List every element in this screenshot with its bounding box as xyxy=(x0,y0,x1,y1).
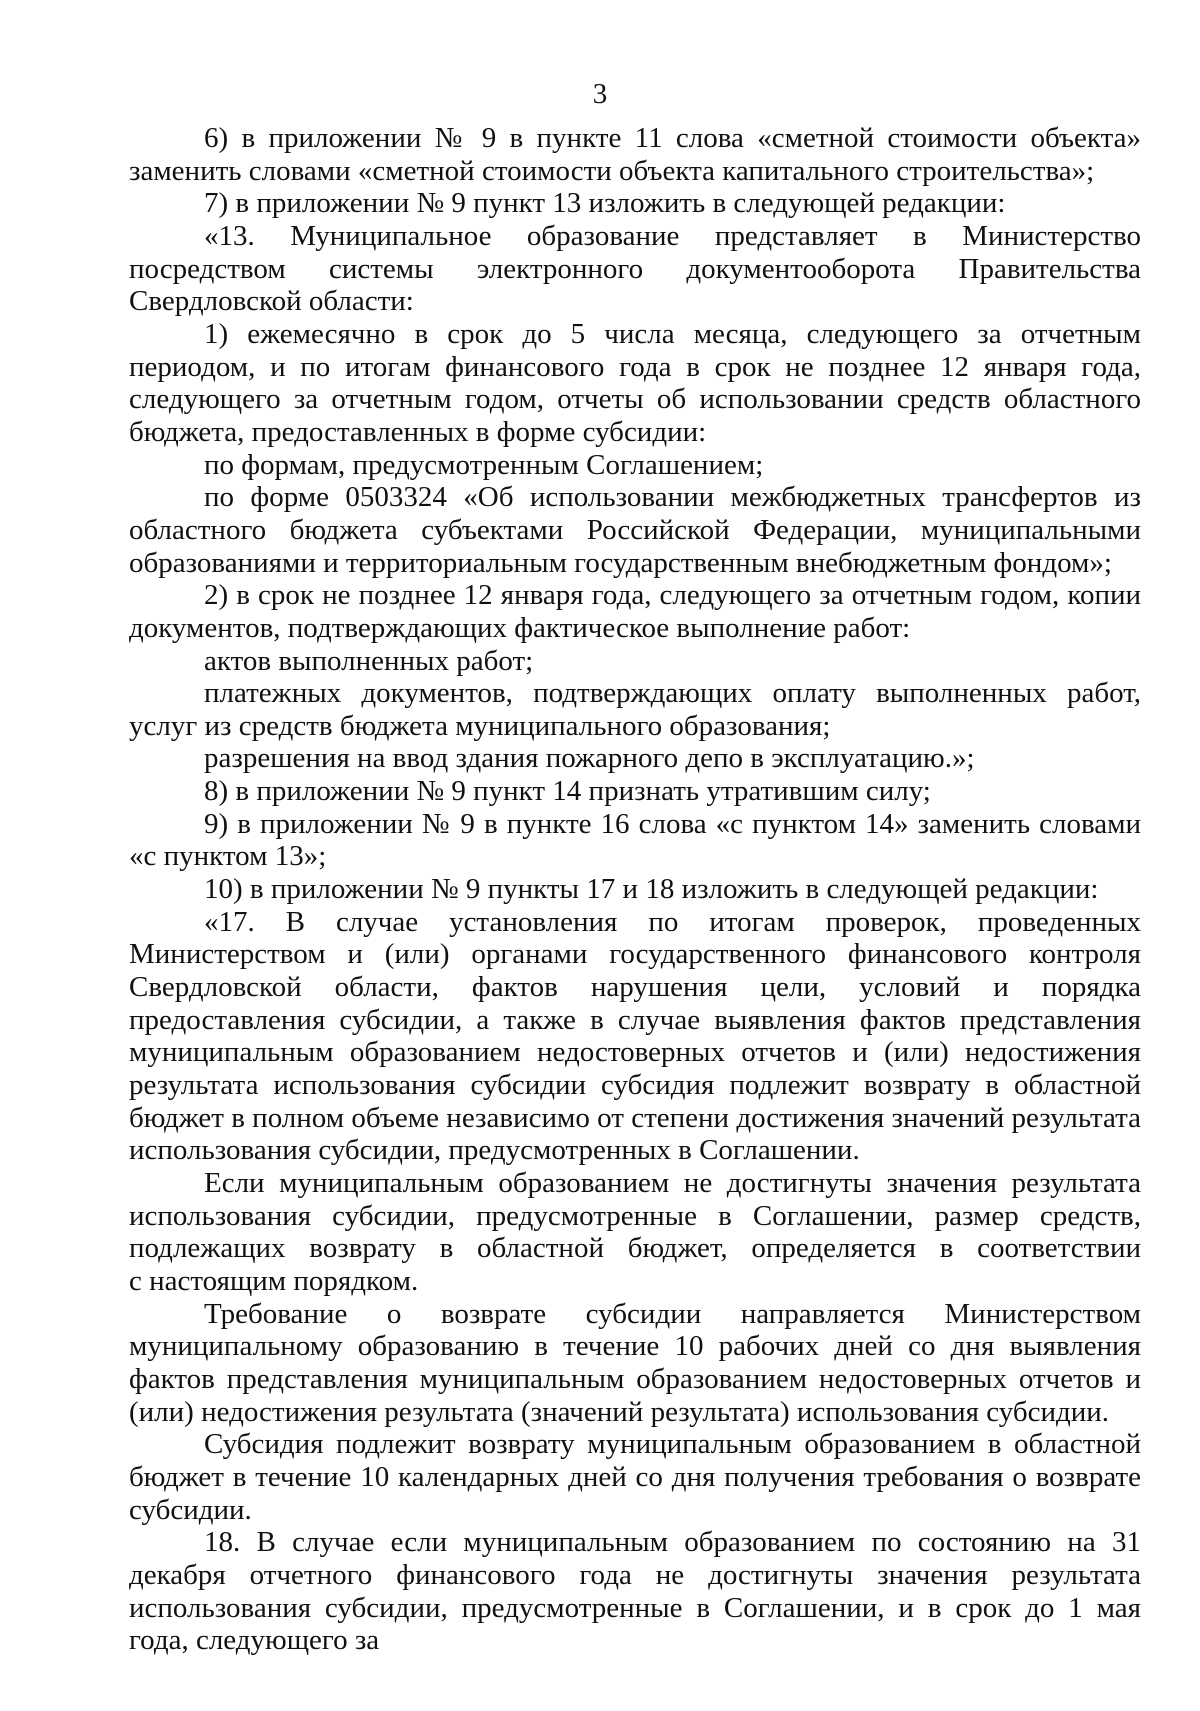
paragraph-13-intro: «13. Муниципальное образование представляет в Министерство посредством системы электронного документооборота Правительства Свердловской области: xyxy=(129,219,1141,318)
paragraph-acts: актов выполненных работ; xyxy=(204,644,534,677)
paragraph-13-item-1: 1) ежемесячно в срок до 5 числа месяца, следующего за отчетным периодом, и по итогам финансового года в срок не позднее 12 января года, следующего за отчетным годом, отчеты об использовании средств областного бюджета, предоставленных в форме субсидии: xyxy=(129,317,1141,448)
paragraph-payment-docs: платежных документов, подтверждающих оплату выполненных работ, услуг из средств бюджета муниципального образования; xyxy=(129,677,1141,742)
paragraph-forms-agreement: по формам, предусмотренным Соглашением; xyxy=(204,448,764,481)
document-body xyxy=(129,122,1141,1657)
paragraph-17-demand: Требование о возврате субсидии направляется Министерством муниципальному образованию в течение 10 рабочих дней со дня выявления фактов представления муниципальным образованием недостоверных отчетов и (или) недостижения результата (значений результата) использования субсидии. xyxy=(129,1297,1141,1428)
paragraph-9: 9) в приложении № 9 в пункте 16 слова «с пунктом 14» заменить словами «с пунктом 13»; xyxy=(129,807,1141,873)
paragraph-permit: разрешения на ввод здания пожарного депо в эксплуатацию.»; xyxy=(204,742,975,775)
paragraph-8: 8) в приложении № 9 пункт 14 признать утратившим силу; xyxy=(204,775,931,808)
paragraph-13-item-2: 2) в срок не позднее 12 января года, следующего за отчетным годом, копии документов, подтверждающих фактическое выполнение работ: xyxy=(129,579,1141,644)
paragraph-17-results: Если муниципальным образованием не достигнуты значения результата использования субсидии, предусмотренные в Соглашении, размер средств, подлежащих возврату в областной бюджет, определяется в соответствии с настоящим порядком. xyxy=(129,1167,1141,1297)
paragraph-18: 18. В случае если муниципальным образованием по состоянию на 31 декабря отчетного финансового года не достигнуты значения результата использования субсидии, предусмотренные в Соглашении, и в срок до 1 мая года, следующего за xyxy=(129,1526,1141,1657)
paragraph-10: 10) в приложении № 9 пункты 17 и 18 изложить в следующей редакции: xyxy=(204,873,1099,906)
paragraph-17: «17. В случае установления по итогам проверок, проведенных Министерством и (или) органами государственного финансового контроля Свердловской области, фактов нарушения цели, условий и порядка предоставления субсидии, а также в случае выявления фактов представления муниципальным образованием недостоверных отчетов и (или) недостижения результата использования субсидии субсидия подлежит возврату в областной бюджет в полном объеме независимо от степени достижения значений результата использования субсидии, предусмотренных в Соглашении. xyxy=(129,905,1141,1167)
paragraph-17-return: Субсидия подлежит возврату муниципальным образованием в областной бюджет в течение 10 календарных дней со дня получения требования о возврате субсидии. xyxy=(129,1428,1141,1526)
page-number: 3 xyxy=(592,78,608,110)
paragraph-form-0503324: по форме 0503324 «Об использовании межбюджетных трансфертов из областного бюджета субъектами Российской Федерации, муниципальными образованиями и территориальным государственным внебюджетным фондом»; xyxy=(129,481,1141,579)
paragraph-7: 7) в приложении № 9 пункт 13 изложить в следующей редакции: xyxy=(204,187,1006,220)
paragraph-6: 6) в приложении № 9 в пункте 11 слова «сметной стоимости объекта» заменить словами «сметной стоимости объекта капитального строительства»; xyxy=(129,122,1141,187)
